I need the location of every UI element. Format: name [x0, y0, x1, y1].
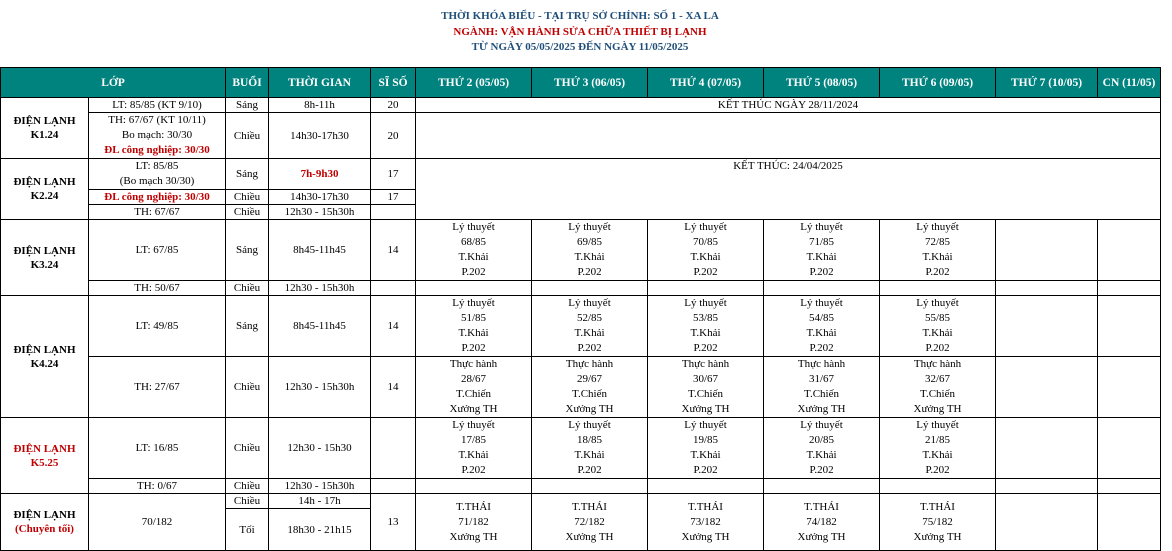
time-cell: 12h30 - 15h30h — [269, 357, 371, 418]
day-cell-empty — [996, 418, 1098, 479]
day-cell: Lý thuyết 54/85 T.Khải P.202 — [764, 296, 880, 357]
progress-line: LT: 85/85 — [135, 160, 179, 172]
empty-cell — [416, 113, 1161, 159]
day-cell: Lý thuyết 18/85 T.Khải P.202 — [532, 418, 648, 479]
class-name-k124 — [1, 98, 89, 159]
day-cell-empty — [1098, 281, 1161, 296]
col-header-mon: THỨ 2 (05/05) — [416, 68, 532, 98]
day-cell: Lý thuyết 69/85 T.Khải P.202 — [532, 220, 648, 281]
session-cell: Chiều — [226, 190, 269, 205]
progress-cell: LT: 16/85 — [89, 418, 226, 479]
major-title: NGÀNH: VẬN HÀNH SỬA CHỮA THIẾT BỊ LẠNH — [453, 26, 707, 38]
day-cell-empty — [1098, 296, 1161, 357]
time-cell: 12h30 - 15h30h — [269, 479, 371, 494]
day-cell: Lý thuyết 51/85 T.Khải P.202 — [416, 296, 532, 357]
session-cell: Chiều — [226, 494, 269, 509]
col-header-tue: THỨ 3 (06/05) — [532, 68, 648, 98]
count-cell: 17 — [371, 190, 416, 205]
day-cell: T.THÁI 73/182 Xưởng TH — [648, 494, 764, 551]
class-name-line1: ĐIỆN LẠNH — [13, 509, 76, 521]
header-row — [1, 68, 1161, 98]
progress-cell: TH: 0/67 — [89, 479, 226, 494]
progress-cell — [89, 159, 226, 190]
session-cell: Chiều — [226, 357, 269, 418]
table-row — [1, 494, 1161, 509]
progress-line: Bo mạch: 30/30 — [121, 129, 193, 141]
day-cell-empty — [1098, 418, 1161, 479]
class-name-line2: K1.24 — [30, 129, 59, 141]
day-cell-empty — [764, 479, 880, 494]
day-cell: Lý thuyết 71/85 T.Khải P.202 — [764, 220, 880, 281]
day-cell: T.THÁI 72/182 Xưởng TH — [532, 494, 648, 551]
table-row — [1, 281, 1161, 296]
session-cell: Sáng — [226, 98, 269, 113]
class-name-line2: (Chuyên tối) — [15, 523, 74, 535]
time-cell: 12h30 - 15h30h — [269, 205, 371, 220]
progress-cell — [89, 113, 226, 159]
table-row — [1, 418, 1161, 479]
count-cell: 20 — [371, 98, 416, 113]
day-cell: T.THÁI 74/182 Xưởng TH — [764, 494, 880, 551]
session-cell: Chiều — [226, 113, 269, 159]
col-header-time: THỜI GIAN — [269, 68, 371, 98]
count-cell: 20 — [371, 113, 416, 159]
col-header-session: BUỔI — [226, 68, 269, 98]
day-cell: Thực hành 28/67 T.Chiến Xưởng TH — [416, 357, 532, 418]
table-row — [1, 296, 1161, 357]
session-cell: Sáng — [226, 220, 269, 281]
col-header-thu: THỨ 5 (08/05) — [764, 68, 880, 98]
progress-line: (Bo mạch 30/30) — [119, 175, 195, 187]
progress-cell: LT: 85/85 (KT 9/10) — [89, 98, 226, 113]
day-cell-empty — [880, 281, 996, 296]
day-cell: Lý thuyết 52/85 T.Khải P.202 — [532, 296, 648, 357]
day-cell-empty — [996, 494, 1098, 551]
col-header-class: LỚP — [1, 68, 226, 98]
day-cell-empty — [416, 281, 532, 296]
progress-cell: LT: 67/85 — [89, 220, 226, 281]
progress-cell: LT: 49/85 — [89, 296, 226, 357]
day-cell-empty — [532, 479, 648, 494]
day-cell: T.THÁI 75/182 Xưởng TH — [880, 494, 996, 551]
end-note-cell: KẾT THÚC NGÀY 28/11/2024 — [416, 98, 1161, 113]
day-cell-empty — [416, 479, 532, 494]
session-cell: Sáng — [226, 159, 269, 190]
col-header-wed: THỨ 4 (07/05) — [648, 68, 764, 98]
col-header-count: SĨ SỐ — [371, 68, 416, 98]
time-cell: 14h30-17h30 — [269, 190, 371, 205]
day-cell-empty — [1098, 479, 1161, 494]
table-row — [1, 98, 1161, 113]
day-cell: Lý thuyết 68/85 T.Khải P.202 — [416, 220, 532, 281]
day-cell: Thực hành 30/67 T.Chiến Xưởng TH — [648, 357, 764, 418]
time-cell: 8h45-11h45 — [269, 220, 371, 281]
time-cell: 14h30-17h30 — [269, 113, 371, 159]
count-cell: 13 — [371, 494, 416, 551]
progress-cell: TH: 50/67 — [89, 281, 226, 296]
day-cell-empty — [996, 220, 1098, 281]
table-row — [1, 220, 1161, 281]
time-cell: 12h30 - 15h30 — [269, 418, 371, 479]
class-name-line1: ĐIỆN LẠNH — [13, 176, 76, 188]
day-cell: Lý thuyết 70/85 T.Khải P.202 — [648, 220, 764, 281]
day-cell-empty — [1098, 494, 1161, 551]
day-cell-empty — [532, 281, 648, 296]
time-cell: 14h - 17h — [269, 494, 371, 509]
time-cell: 8h-11h — [269, 98, 371, 113]
time-cell: 12h30 - 15h30h — [269, 281, 371, 296]
day-cell: Thực hành 31/67 T.Chiến Xưởng TH — [764, 357, 880, 418]
class-name-k324 — [1, 220, 89, 296]
day-cell-empty — [880, 479, 996, 494]
class-name-line2: K5.25 — [30, 456, 59, 469]
day-cell-empty — [996, 357, 1098, 418]
day-cell-empty — [1098, 220, 1161, 281]
progress-line: TH: 67/67 (KT 10/11) — [108, 114, 206, 126]
day-cell: Lý thuyết 19/85 T.Khải P.202 — [648, 418, 764, 479]
time-cell: 18h30 - 21h15 — [269, 509, 371, 551]
session-cell: Chiều — [226, 479, 269, 494]
class-name-night — [1, 494, 89, 551]
table-row — [1, 357, 1161, 418]
count-cell: 14 — [371, 357, 416, 418]
session-cell: Chiều — [226, 418, 269, 479]
session-cell: Chiều — [226, 205, 269, 220]
table-row — [1, 159, 1161, 190]
class-name-k224 — [1, 159, 89, 220]
count-cell — [371, 479, 416, 494]
col-header-sat: THỨ 7 (10/05) — [996, 68, 1098, 98]
end-note-cell — [416, 159, 1161, 220]
time-cell: 7h-9h30 — [269, 159, 371, 190]
class-name-line1: ĐIỆN LẠNH — [13, 244, 76, 257]
class-name-line2: K4.24 — [30, 357, 59, 370]
progress-cell: TH: 67/67 — [89, 205, 226, 220]
class-name-k525 — [1, 418, 89, 494]
progress-cell: 70/182 — [89, 494, 226, 551]
session-cell: Tối — [226, 509, 269, 551]
day-cell: Thực hành 29/67 T.Chiến Xưởng TH — [532, 357, 648, 418]
day-cell: Lý thuyết 20/85 T.Khải P.202 — [764, 418, 880, 479]
day-cell-empty — [764, 281, 880, 296]
class-name-k424 — [1, 296, 89, 418]
class-name-line1: ĐIỆN LẠNH — [13, 442, 76, 455]
end-note-text: KẾT THÚC: 24/04/2025 — [733, 160, 843, 172]
time-cell: 8h45-11h45 — [269, 296, 371, 357]
day-cell-empty — [996, 281, 1098, 296]
session-cell: Sáng — [226, 296, 269, 357]
page-title: THỜI KHÓA BIỂU - TẠI TRỤ SỞ CHÍNH: SỐ 1 - XA LA — [441, 10, 719, 22]
day-cell-empty — [996, 296, 1098, 357]
day-cell: Lý thuyết 72/85 T.Khải P.202 — [880, 220, 996, 281]
col-header-sun: CN (11/05) — [1098, 68, 1161, 98]
class-name-line1: ĐIỆN LẠNH — [13, 343, 76, 356]
table-row — [1, 479, 1161, 494]
day-cell: T.THÁI 71/182 Xưởng TH — [416, 494, 532, 551]
count-cell: 17 — [371, 159, 416, 190]
day-cell: Lý thuyết 21/85 T.Khải P.202 — [880, 418, 996, 479]
day-cell-empty — [1098, 357, 1161, 418]
day-cell: Thực hành 32/67 T.Chiến Xưởng TH — [880, 357, 996, 418]
count-cell — [371, 418, 416, 479]
day-cell: Lý thuyết 53/85 T.Khải P.202 — [648, 296, 764, 357]
count-cell: 14 — [371, 296, 416, 357]
count-cell — [371, 281, 416, 296]
day-cell-empty — [648, 281, 764, 296]
day-cell: Lý thuyết 17/85 T.Khải P.202 — [416, 418, 532, 479]
timetable — [0, 67, 1161, 551]
progress-line-highlight: ĐL công nghiệp: 30/30 — [104, 144, 210, 156]
col-header-fri: THỨ 6 (09/05) — [880, 68, 996, 98]
day-cell: Lý thuyết 55/85 T.Khải P.202 — [880, 296, 996, 357]
class-name-line2: K3.24 — [30, 258, 59, 271]
progress-cell: TH: 27/67 — [89, 357, 226, 418]
count-cell: 14 — [371, 220, 416, 281]
date-range: TỪ NGÀY 05/05/2025 ĐẾN NGÀY 11/05/2025 — [471, 41, 689, 53]
class-name-line1: ĐIỆN LẠNH — [13, 115, 76, 127]
count-cell — [371, 205, 416, 220]
day-cell-empty — [996, 479, 1098, 494]
table-row — [1, 113, 1161, 159]
class-name-line2: K2.24 — [30, 190, 59, 202]
session-cell: Chiều — [226, 281, 269, 296]
day-cell-empty — [648, 479, 764, 494]
progress-cell: ĐL công nghiệp: 30/30 — [89, 190, 226, 205]
